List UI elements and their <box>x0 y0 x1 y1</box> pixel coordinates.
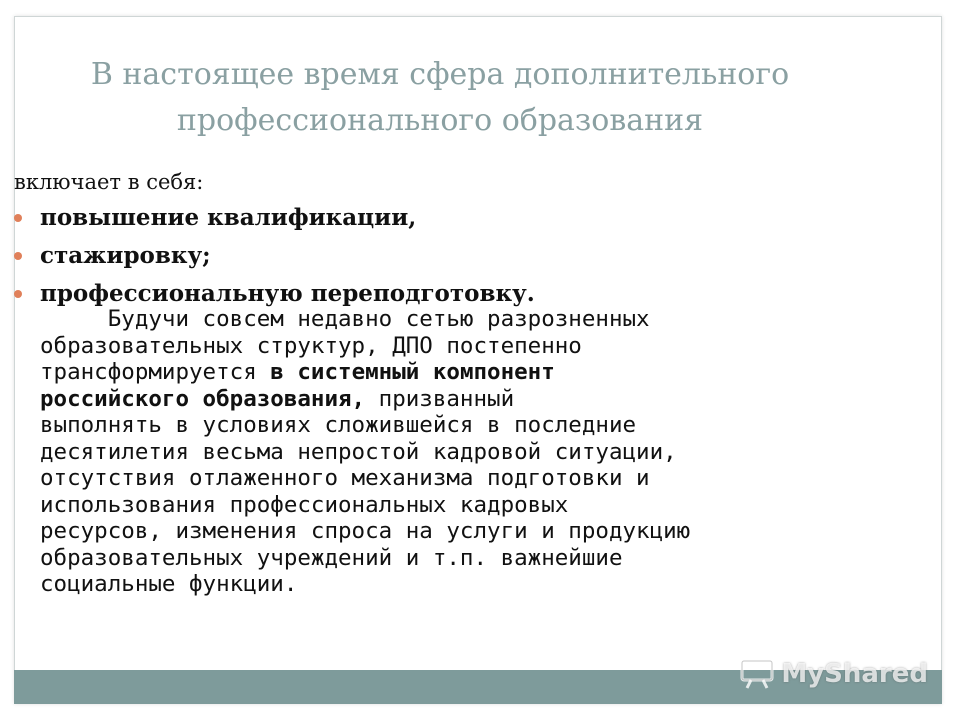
watermark-text: MyShared <box>781 659 928 689</box>
body-paragraph <box>40 306 840 598</box>
para-line: Будучи совсем недавно сетью разрозненных <box>40 306 650 332</box>
title-line-2: профессионального образования <box>176 103 704 138</box>
bullet-dot-icon <box>14 290 22 298</box>
para-line: социальные функции. <box>40 571 298 597</box>
watermark <box>739 656 928 692</box>
para-line: российского образования, призванный <box>40 385 515 412</box>
intro-text: включает в себя: <box>14 170 204 194</box>
bullet-dot-icon <box>14 252 22 260</box>
bullet-dot-icon <box>14 214 22 222</box>
presentation-board-icon <box>739 658 775 690</box>
para-line: трансформируется в системный компонент <box>40 359 555 385</box>
emphasis-text: российского образования, <box>40 385 366 412</box>
slide-title <box>40 52 840 144</box>
para-line: десятилетия весьма непростой кадровой ситуации, <box>40 438 677 465</box>
bullet-item: повышение квалификации, <box>14 200 535 238</box>
bullet-item: стажировку; <box>14 238 535 276</box>
para-line: использования профессиональных кадровых <box>40 491 569 518</box>
para-line: отсутствия отлаженного механизма подготовки и <box>40 465 650 491</box>
title-line-1: В настоящее время сфера дополнительного <box>90 57 790 92</box>
para-line: образовательных структур, ДПО постепенно <box>40 332 582 359</box>
bullet-item: профессиональную переподготовку. <box>14 276 535 314</box>
para-line: выполнять в условиях сложившейся в последние <box>40 412 637 438</box>
bullet-list <box>14 200 535 314</box>
emphasis-text: в системный компонент <box>270 359 555 385</box>
para-line: ресурсов, изменения спроса на услуги и продукцию <box>40 518 691 544</box>
para-line: образовательных учреждений и т.п. важнейшие <box>40 544 623 571</box>
